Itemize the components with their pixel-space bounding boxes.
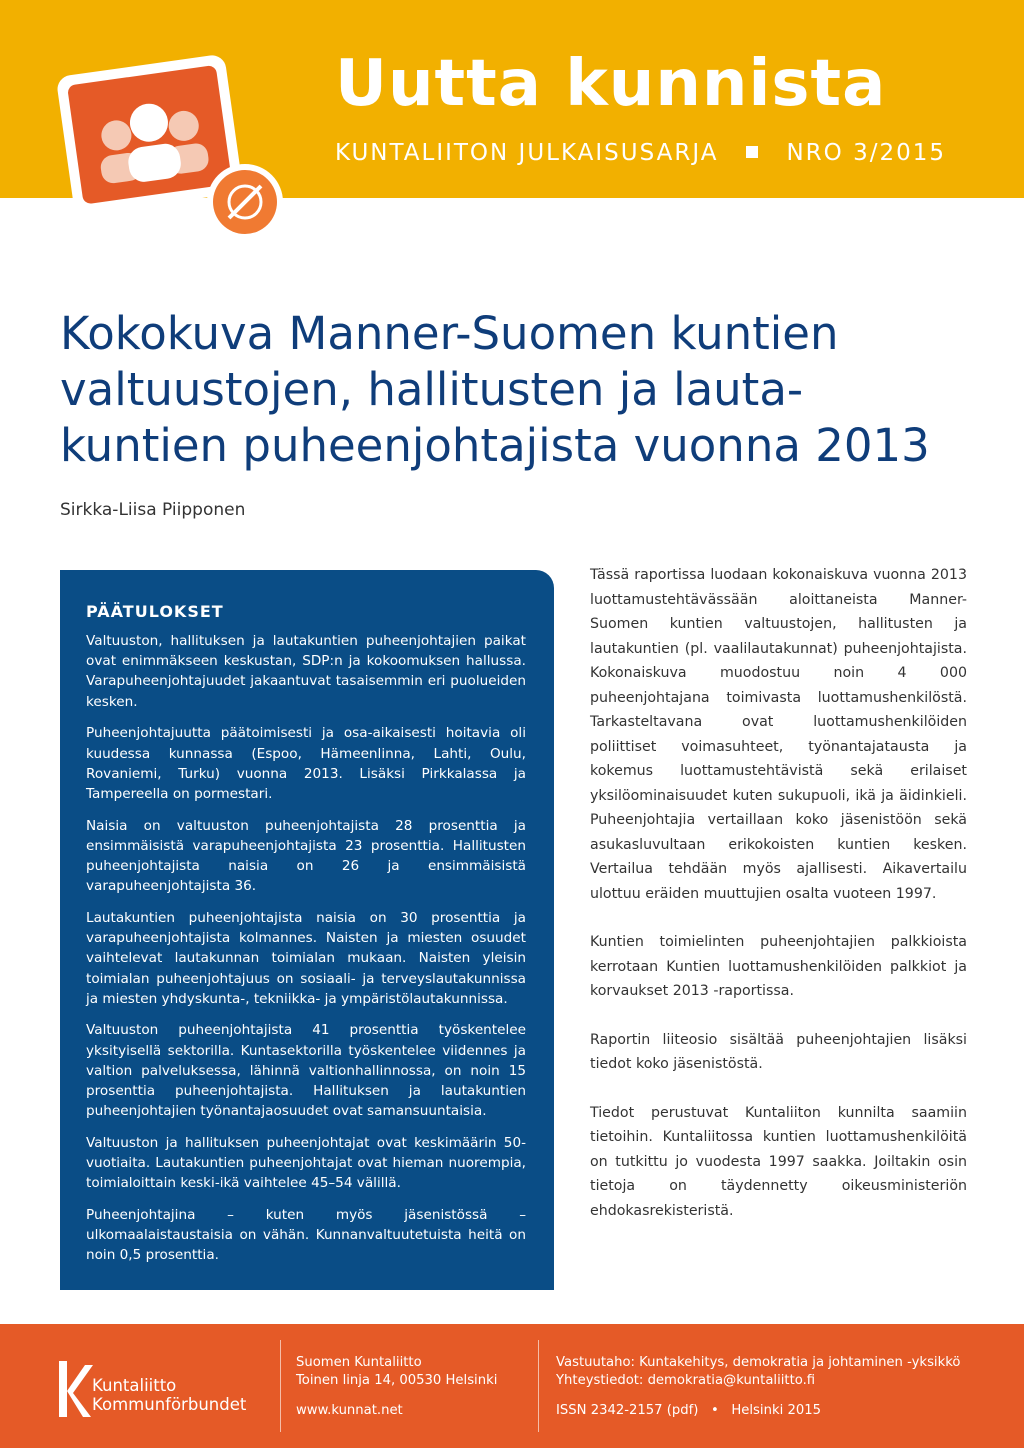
title-line: valtuustojen, hallitusten ja lauta- [60, 363, 804, 416]
summary-paragraph: Puheenjohtajina – kuten myös jäsenistössä – ulkomaalaistaustaisia on vähän. Kunnanvaltuutetuista heitä on noin 0,5 prosenttia. [86, 1207, 526, 1264]
header-band [0, 0, 1024, 198]
series-label: KUNTALIITON JULKAISUSARJA [335, 140, 719, 166]
issue-number: NRO 3/2015 [786, 140, 946, 166]
square-bullet-icon [746, 146, 758, 158]
logo-line-sv: Kommunförbundet [92, 1395, 247, 1414]
summary-paragraph: Puheenjohtajuutta päätoimisesti ja osa-aikaisesti hoitavia oli kuudessa kunnassa (Espoo, Hämeenlinna, Lahti, Oulu, Rovaniemi, Turku) vuonna 2013. Lisäksi Pirkkalassa ja Tampereella on pormestari. [86, 725, 526, 802]
people-compass-icon [45, 52, 295, 242]
logo-line-fi: Kuntaliitto [92, 1376, 177, 1395]
responsible-unit: Vastuutaho: Kuntakehitys, demokratia ja johtaminen -yksikkö [556, 1355, 961, 1370]
body-paragraph: Tiedot perustuvat Kuntaliiton kunnilta saamiin tietoihin. Kuntaliitossa kuntien luottamushenkilöitä on tutkittu jo vuodesta 1997 saakka. Joiltakin osin tietoja on täydennetty oikeusministeriön ehdokasrekisteristä. [590, 1104, 967, 1219]
document-title [60, 306, 990, 474]
summary-paragraph: Lautakuntien puheenjohtajista naisia on 30 prosenttia ja varapuheenjohtajista kolmannes. Naisten ja miesten osuudet vaihtelevat lautakunnan toimialan mukaan. Naisten yleisin toimialan puheenjohtajuus on sosiaali- ja terveyslautakunnissa ja miesten yhdyskunta-, tekniikka- ja ympäristölautakunnissa. [86, 909, 526, 1007]
summary-box [60, 570, 554, 1290]
organization-address: Toinen linja 14, 00530 Helsinki [296, 1373, 498, 1388]
organization-name: Suomen Kuntaliitto [296, 1355, 422, 1370]
summary-paragraph: Naisia on valtuuston puheenjohtajista 28 prosenttia ja ensimmäisistä varapuheenjohtajista 23 prosenttia. Hallitusten puheenjohtajista naisia on 26 ja ensimmäisistä varapuheenjohtajista 36. [86, 817, 526, 895]
summary-paragraph: Valtuuston puheenjohtajista 41 prosenttia työskentelee yksityisellä sektorilla. Kuntasektorilla työskentelee viidennes ja valtion palveluksessa, lähinnä valtionhallinnossa, on noin 15 prosenttia puheenjohtajista. Hallituksen ja lautakuntien puheenjohtajien työnantajaosuudet ovat samansuuntaisia. [86, 1022, 526, 1120]
contact-info: Yhteystiedot: demokratia@kuntaliitto.fi [556, 1373, 816, 1388]
footer-band [0, 1324, 1024, 1448]
author: Sirkka-Liisa Piipponen [60, 500, 246, 520]
website-link[interactable]: www.kunnat.net [296, 1403, 403, 1418]
organization-logo-text [92, 1376, 246, 1414]
body-paragraph: Kuntien toimielinten puheenjohtajien palkkioista kerrotaan Kuntien luottamushenkilöiden palkkiot ja korvaukset 2013 -raportissa. [590, 934, 967, 999]
summary-heading: PÄÄTULOKSET [86, 602, 224, 621]
footer-divider [538, 1340, 539, 1432]
footer-divider [280, 1340, 281, 1432]
series-title: Uutta kunnista [335, 47, 887, 121]
body-paragraph: Tässä raportissa luodaan kokonaiskuva vuonna 2013 luottamustehtävässään aloittaneista Manner-Suomen kuntien valtuustojen, hallitusten ja lautakuntien (pl. vaalilautakunnat) puheenjohtajista. Kokonaiskuva muodostuu noin 4 000 puheenjohtajana toimivasta luottamushenkilöstä. Tarkasteltavana ovat luottamushenkilöiden poliittiset voimasuhteet, työnantajatausta ja kokemus luottamustehtävistä sekä erilaiset yksilöominaisuudet kuten sukupuoli, ikä ja äidinkieli. Puheenjohtajia vertaillaan koko jäsenistöön sekä asukasluvultaan erikokoisten kuntien kesken. Vertailua tehdään myös ajallisesti. Aikavertailu ulottuu eräiden muuttujien osalta vuoteen 1997. [590, 567, 967, 902]
body-paragraph: Raportin liiteosio sisältää puheenjohtajien lisäksi tiedot koko jäsenistöstä. [590, 1031, 967, 1072]
body-text-column [590, 563, 967, 1247]
kuntaliitto-logo-icon [55, 1357, 95, 1421]
title-line: Kokokuva Manner-Suomen kuntien [60, 307, 839, 360]
series-subtitle [335, 142, 946, 165]
summary-paragraph: Valtuuston ja hallituksen puheenjohtajat ovat keskimäärin 50-vuotiaita. Lautakuntien puheenjohtajat ovat hieman nuorempia, toimialoittain keski-ikä vaihtelee 45–54 välillä. [86, 1134, 526, 1192]
issn-info: ISSN 2342-2157 (pdf) • Helsinki 2015 [556, 1403, 822, 1418]
title-line: kuntien puheenjohtajista vuonna 2013 [60, 419, 930, 472]
summary-paragraph: Valtuuston, hallituksen ja lautakuntien puheenjohtajien paikat ovat enimmäkseen keskustan, SDP:n ja kokoomuksen hallussa. Varapuheenjohtajuudet jakaantuvat tasaisemmin eri puolueiden kesken. [86, 633, 526, 710]
